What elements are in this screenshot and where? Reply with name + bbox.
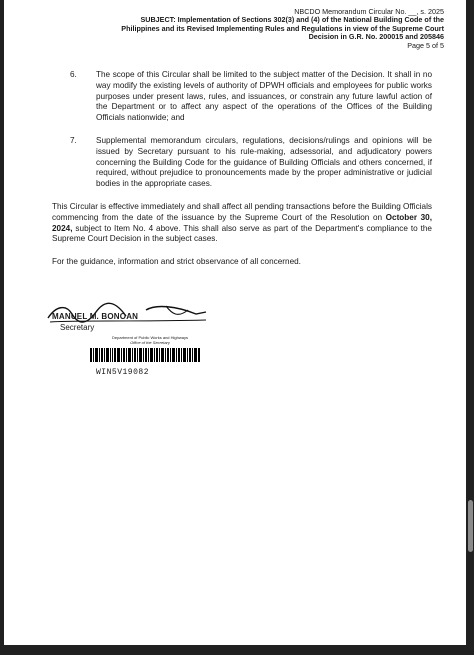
stamp-agency: Department of Public Works and Highways xyxy=(112,335,188,340)
effectivity-paragraph xyxy=(52,202,432,245)
effectivity-date: October 30, 2024, xyxy=(52,212,432,233)
effectivity-text-after: subject to Item No. 4 above. This shall also serve as part of the Department's compliance to the Supreme Court Decision in the subject cases. xyxy=(52,223,432,244)
closing-paragraph: For the guidance, information and strict observance of all concerned. xyxy=(52,257,301,267)
list-item xyxy=(52,136,432,190)
page-number: Page 5 of 5 xyxy=(407,40,444,50)
subject-line-1: SUBJECT: Implementation of Sections 302(3) and (4) of the National Building Code of the xyxy=(140,15,444,25)
receiving-stamp xyxy=(90,335,210,377)
scrollbar-track[interactable] xyxy=(466,0,474,655)
item-number: 6. xyxy=(70,70,77,79)
item-number: 7. xyxy=(70,135,77,145)
document-body xyxy=(52,70,432,280)
subject-line-3: Decision in G.R. No. 200015 and 205846 xyxy=(308,32,444,42)
page-header xyxy=(84,8,444,50)
barcode-number: WIN5V19082 xyxy=(96,368,150,377)
stamp-office: Office of the Secretary xyxy=(130,340,170,345)
item-text: Supplemental memorandum circulars, regulations, decisions/rulings and opinions will be issued by Secretary pursuant to his rule-making, adsessorial, and adjudicatory powers concerning the Building Code for the guidance of Building Officials and others concerned, if required, without prejudice to pronouncements made by the proper administrative or judicial bodies in the appropriate cases. xyxy=(96,135,432,189)
signatory-title: Secretary xyxy=(60,323,95,332)
scrollbar-thumb[interactable] xyxy=(468,500,473,552)
effectivity-text-before: This Circular is effective immediately and shall affect all pending transactions before the Building Officials commencing from the date of the issuance by the Supreme Court of the Resolution on xyxy=(52,201,433,222)
barcode-image xyxy=(90,348,200,362)
signature-block xyxy=(46,300,246,340)
circular-reference: NBCDO Memorandum Circular No. __, s. 2025 xyxy=(294,7,444,16)
item-text: The scope of this Circular shall be limited to the subject matter of the Decision. It shall in no way modify the existing levels of authority of DPWH officials and employees for public works purposes under present laws, rules, and issuances, or constrain any future lawful action of the Department or to affect any aspect of the operations of the Offices of the Building Officials nationwide; and xyxy=(96,70,432,123)
signatory-name: MANUEL M. BONOAN xyxy=(52,312,139,321)
list-item xyxy=(52,70,432,124)
subject-line-2: Philippines and its Revised Implementing Rules and Regulations in view of the Supreme Court xyxy=(121,23,444,33)
document-page xyxy=(4,0,466,645)
